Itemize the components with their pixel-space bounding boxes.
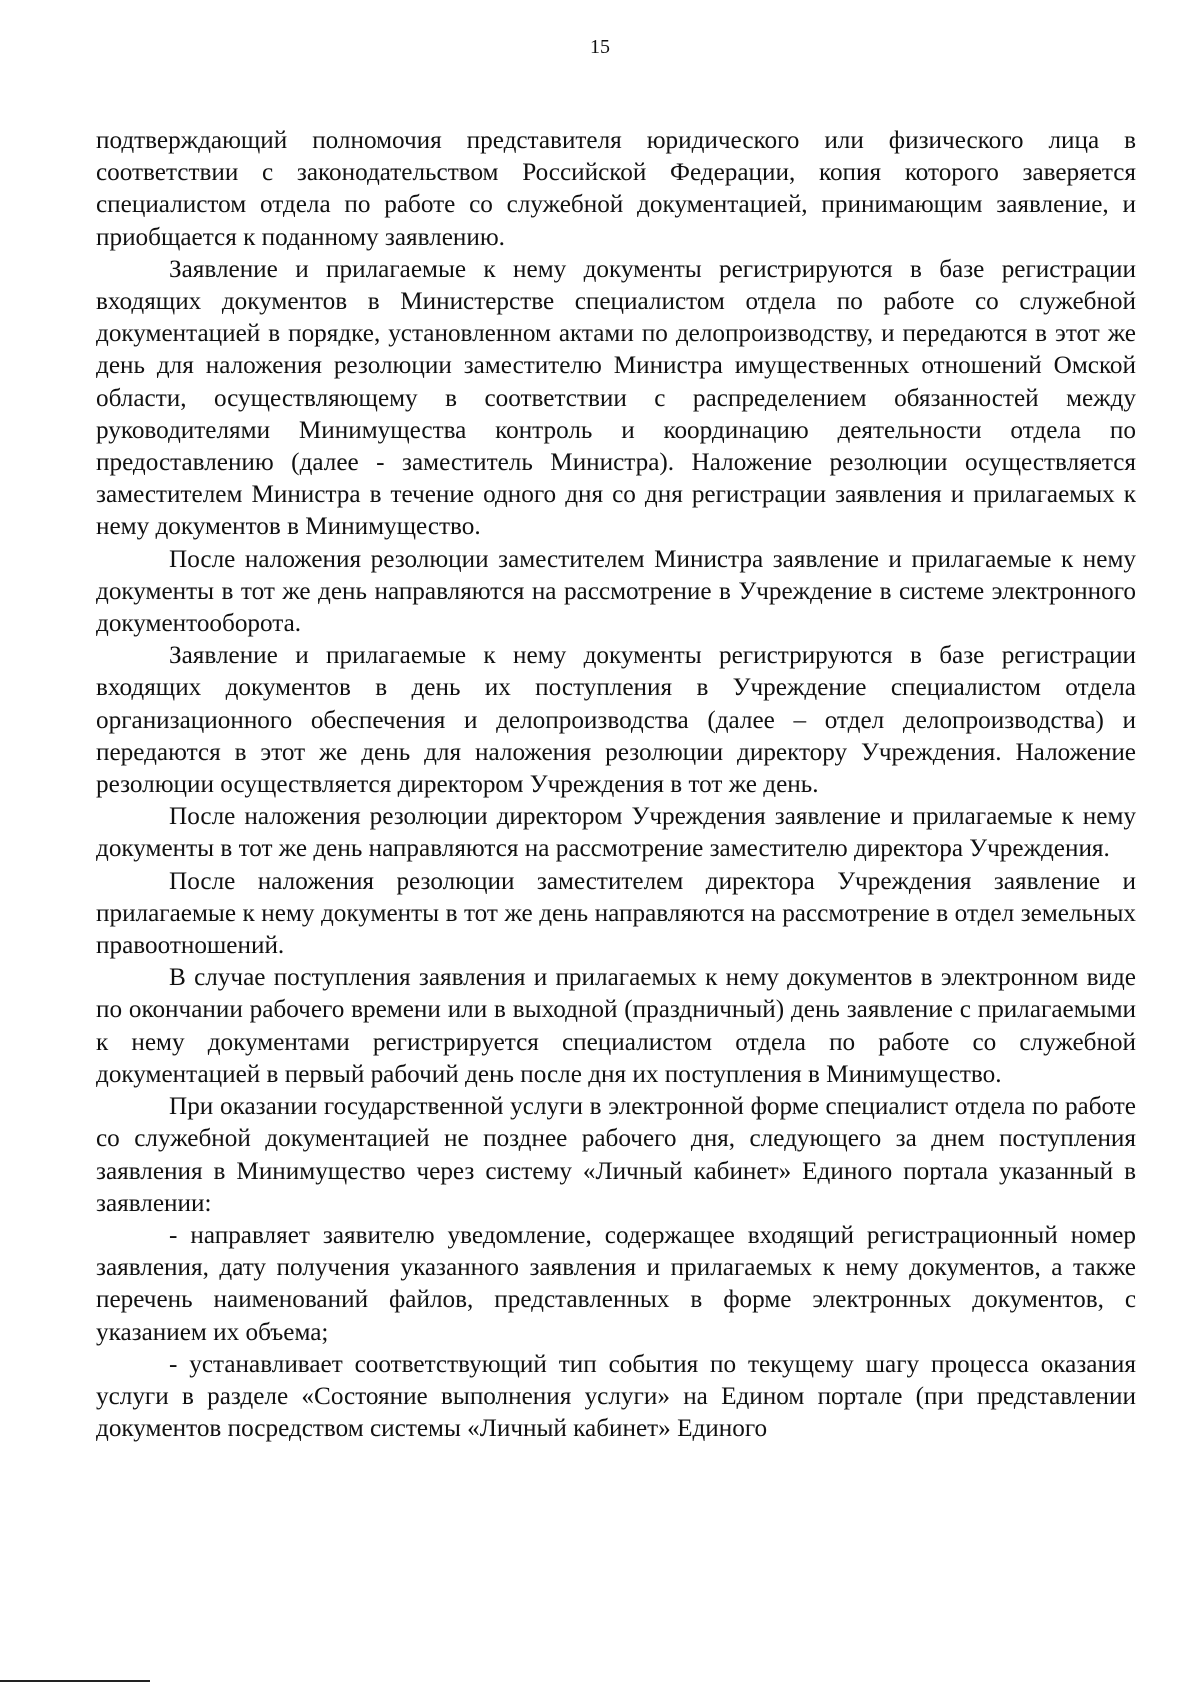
- paragraph: Заявление и прилагаемые к нему документы регистрируются в базе регистрации входящих документов в Министерстве специалистом отдела по работе со служебной документацией в порядке, установленном актами по делопроизводству, и передаются в этот же день для наложения резолюции заместителю Министра имущественных отношений Омской области, осуществляющему в соответствии с распределением обязанностей между руководителями Минимущества контроль и координацию деятельности отдела по предоставлению (далее - заместитель Министра). Наложение резолюции осуществляется заместителем Министра в течение одного дня со дня регистрации заявления и прилагаемых к нему документов в Минимущество.: [96, 255, 1136, 541]
- paragraph: После наложения резолюции директором Учреждения заявление и прилагаемые к нему документы в тот же день направляются на рассмотрение заместителю директора Учреждения.: [96, 803, 1136, 863]
- paragraph: После наложения резолюции заместителем директора Учреждения заявление и прилагаемые к нему документы в тот же день направляются на рассмотрение в отдел земельных правоотношений.: [96, 867, 1136, 960]
- list-item-paragraph: - направляет заявителю уведомление, содержащее входящий регистрационный номер заявления, дату получения указанного заявления и прилагаемых к нему документов, а также перечень наименований файлов, представленных в форме электронных документов, с указанием их объема;: [96, 1221, 1136, 1346]
- paragraph-continuation: подтверждающий полномочия представителя юридического или физического лица в соответствии с законодательством Российской Федерации, копия которого заверяется специалистом отдела по работе со служебной документацией, принимающим заявление, и приобщается к поданному заявлению.: [96, 127, 1136, 251]
- paragraph: После наложения резолюции заместителем Министра заявление и прилагаемые к нему документы в тот же день направляются на рассмотрение в Учреждение в системе электронного документооборота.: [96, 545, 1136, 638]
- paragraph: В случае поступления заявления и прилагаемых к нему документов в электронном виде по окончании рабочего времени или в выходной (праздничный) день заявление с прилагаемыми к нему документами регистрируется специалистом отдела по работе со служебной документацией в первый рабочий день после дня их поступления в Минимущество.: [96, 964, 1136, 1088]
- document-body: [96, 125, 1136, 1445]
- page-number: 15: [590, 36, 610, 58]
- paragraph: При оказании государственной услуги в электронной форме специалист отдела по работе со служебной документацией не позднее рабочего дня, следующего за днем поступления заявления в Минимущество через систему «Личный кабинет» Единого портала указанный в заявлении:: [96, 1093, 1136, 1217]
- list-item-paragraph: - устанавливает соответствующий тип события по текущему шагу процесса оказания услуги в разделе «Состояние выполнения услуги» на Едином портале (при представлении документов посредством системы «Личный кабинет» Единого: [96, 1350, 1136, 1443]
- paragraph: Заявление и прилагаемые к нему документы регистрируются в базе регистрации входящих документов в день их поступления в Учреждение специалистом отдела организационного обеспечения и делопроизводства (далее – отдел делопроизводства) и передаются в этот же день для наложения резолюции директору Учреждения. Наложение резолюции осуществляется директором Учреждения в тот же день.: [96, 642, 1136, 799]
- footer-divider: [0, 1680, 150, 1682]
